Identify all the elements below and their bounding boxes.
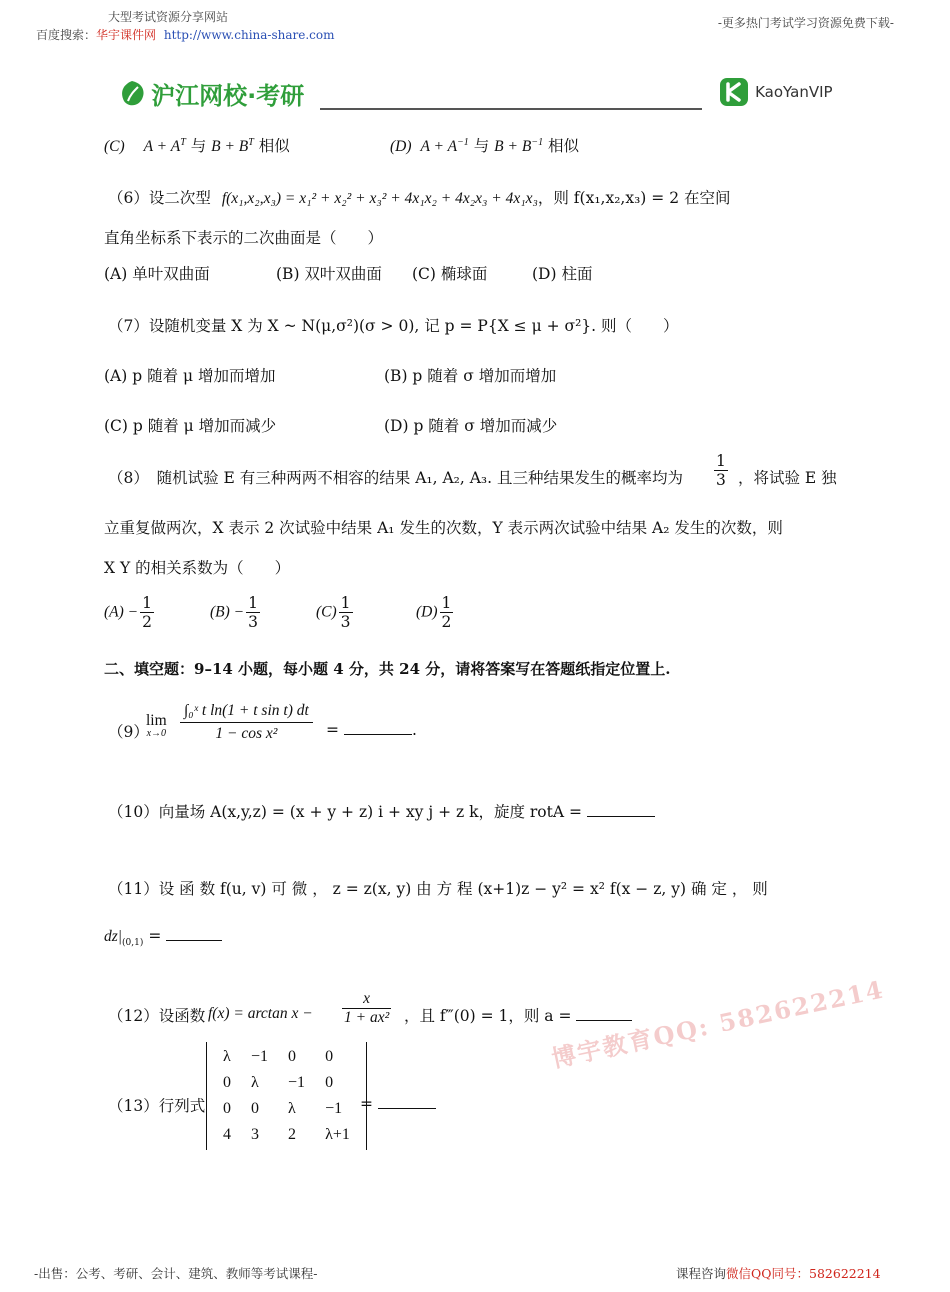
q8-a-n: 1 [142, 594, 153, 612]
q8-a-d: 2 [142, 613, 153, 631]
q13-blank[interactable] [378, 1094, 436, 1109]
q8-prob-fraction [712, 452, 730, 489]
q12-f: f(x) = arctan x − [208, 1005, 313, 1022]
det-row [213, 1122, 360, 1148]
q9-fraction [178, 700, 315, 745]
search-term[interactable]: 华宇课件网 [96, 28, 157, 42]
q12-num: （12）设函数 [108, 1007, 206, 1025]
q11-sub: (0,1) [122, 938, 144, 949]
q6-option-a: (A) 单叶双曲面 [104, 265, 210, 283]
search-line [36, 26, 335, 43]
footer-right-a: 课程咨询 [676, 1266, 727, 1281]
q7-option-b: (B) p 随着 σ 增加而增加 [384, 367, 557, 385]
q8-line3: X Y 的相关系数为（ ） [104, 559, 291, 577]
q9-numer: ∫₀ˣ t ln(1 + t sin t) dt [180, 700, 313, 723]
header-right-text: -更多热门考试学习资源免费下载- [717, 16, 894, 30]
q12-tail-text: ，且 f‴(0) = 1，则 a = [404, 1007, 572, 1025]
search-label: 百度搜索： [36, 28, 97, 42]
banner-divider [320, 108, 702, 110]
q8-stem-a: （8） 随机试验 E 有三种两两不相容的结果 A₁, A₂, A₃. 且三种结果发生的概率均为 [108, 469, 683, 487]
det-cell: λ [288, 1100, 296, 1117]
q8-b-n: 1 [248, 594, 259, 612]
q9-lim-text: lim [146, 712, 167, 729]
q8-option-c [316, 594, 355, 631]
q11-dz: dz| [104, 928, 123, 945]
q12-fraction [340, 990, 393, 1027]
q8-option-a [104, 594, 156, 631]
q6-formula: f(x₁,x₂,x₃) = x₁² + x₂² + x₃² + 4x₁x₂ + 4x₂x₃ + 4x₁x₃ [221, 190, 538, 207]
q6-num: （6）设二次型 [108, 189, 211, 207]
det-row [213, 1096, 360, 1122]
det-cell: −1 [251, 1048, 269, 1065]
q12-blank[interactable] [576, 1006, 632, 1021]
q5-c-label: (C) [104, 138, 125, 155]
det-cell: 4 [223, 1126, 231, 1143]
q8-frac-n: 1 [716, 452, 726, 470]
site-name: 大型考试资源分享网站 [108, 10, 229, 24]
q6-option-d: (D) 柱面 [532, 265, 593, 283]
q12-frac-d: 1 + ax² [344, 1009, 390, 1026]
brand-left: 沪江网校·考研 [151, 82, 305, 110]
determinant-matrix [206, 1042, 367, 1150]
q9-blank[interactable] [344, 720, 412, 735]
q11-blank[interactable] [166, 926, 222, 941]
q7-option-c: (C) p 随着 μ 增加而减少 [104, 417, 277, 435]
q8-line2: 立重复做两次，X 表示 2 次试验中结果 A₁ 发生的次数，Y 表示两次试验中结果 A₂ 发生的次数，则 [104, 519, 783, 537]
det-cell: 0 [325, 1048, 334, 1065]
q5-d-text: 相似 [548, 137, 580, 155]
q6-stem [108, 186, 730, 208]
q6-option-b: (B) 双叶双曲面 [276, 265, 382, 283]
det-cell: 0 [325, 1074, 334, 1091]
q9-answer [326, 720, 417, 739]
q8-option-d [416, 594, 455, 631]
q11-line1: （11）设 函 数 f(u, v) 可 微 ， z = z(x, y) 由 方 程 (x+1)z − y² = x² f(x − z, y) 确 定 ， 则 [108, 880, 768, 898]
q5-d-label: (D) [390, 138, 412, 155]
q8-d-label: (D) [416, 603, 438, 621]
k-logo-icon [718, 76, 750, 108]
q8-stem-b: ，将试验 E 独 [738, 469, 837, 487]
q10-blank[interactable] [587, 802, 655, 817]
q6-line2: 直角坐标系下表示的二次曲面是（ ） [104, 229, 384, 247]
det-cell: λ+1 [325, 1126, 350, 1143]
q8-b-d: 3 [248, 613, 259, 631]
q6-option-c: (C) 椭球面 [412, 265, 488, 283]
q8-c-d: 3 [340, 613, 351, 631]
q8-c-n: 1 [340, 594, 351, 612]
footer-qq[interactable]: 582622214 [809, 1266, 881, 1281]
q12-frac-n: x [342, 990, 391, 1009]
q9-eq: = [326, 721, 339, 739]
watermark: 博宇教育QQ: 582622214 [549, 974, 887, 1074]
q9-lim-sub: x→0 [146, 728, 167, 739]
q7-option-d: (D) p 随着 σ 增加而减少 [384, 417, 558, 435]
det-cell: 2 [288, 1126, 297, 1143]
q11-line2 [104, 926, 222, 948]
q9-denom: 1 − cos x² [215, 725, 278, 742]
q8-frac-d: 3 [716, 471, 726, 489]
q10-text: （10）向量场 A(x,y,z) = (x + y + z) i + xy j + z k，旋度 rotA = [108, 803, 582, 821]
det-cell: λ [223, 1048, 231, 1065]
footer-right-b: 微信QQ同号： [726, 1266, 810, 1281]
section2-title: 二、填空题：9–14 小题，每小题 4 分，共 24 分，请将答案写在答题纸指定位置上. [104, 660, 671, 678]
hujiang-logo [118, 76, 304, 111]
det-cell: 0 [223, 1074, 231, 1091]
footer-left: -出售：公考、考研、会计、建筑、教师等考试课程- [34, 1266, 318, 1281]
q6-tail: ，则 f(x₁,x₂,x₃) = 2 在空间 [537, 189, 731, 207]
q8-d-d: 2 [441, 613, 452, 631]
brand-right: KaoYanVIP [755, 83, 833, 101]
q5-option-d: (D) $A + A^{-1}$ 与 $B + B^{-1}$ 相似 [390, 136, 580, 155]
q8-b-label: (B) − [210, 603, 245, 621]
det-cell: −1 [325, 1100, 343, 1117]
footer-right [676, 1264, 881, 1282]
leaf-logo-icon [118, 79, 146, 109]
q8-c-label: (C) [316, 603, 337, 621]
det-row [213, 1070, 360, 1096]
q10-stem [108, 800, 655, 822]
det-cell: −1 [288, 1074, 306, 1091]
q13-num: （13）行列式 [108, 1097, 206, 1115]
q8-option-b [210, 594, 262, 631]
q9-num: （9） [108, 723, 149, 741]
q12-lhs [208, 1004, 313, 1023]
q5-option-c: (C) $A + A^T$ 与 $B + B^T$ 相似 [104, 136, 290, 155]
det-cell: 0 [288, 1048, 297, 1065]
q13-determinant [206, 1042, 367, 1150]
q9-lim [146, 712, 167, 739]
det-cell: 0 [251, 1100, 259, 1117]
q13-eq: = [360, 1095, 373, 1113]
det-row [213, 1044, 360, 1070]
q9-end: . [411, 721, 417, 739]
q7-option-a: (A) p 随着 μ 增加而增加 [104, 367, 276, 385]
q11-eq: = [148, 927, 162, 945]
q12-tail [404, 1004, 632, 1026]
det-cell: 0 [223, 1100, 231, 1117]
det-cell: 3 [251, 1126, 259, 1143]
q7-stem: （7）设随机变量 X 为 X ~ N(μ,σ²)(σ > 0), 记 p = P{X ≤ μ + σ²}. 则（ ） [108, 317, 679, 335]
kaoyanvip-logo [718, 76, 833, 108]
q13-answer [360, 1094, 436, 1113]
q8-d-n: 1 [441, 594, 452, 612]
q8-a-label: (A) − [104, 603, 139, 621]
q8-stem [108, 466, 683, 488]
det-cell: λ [251, 1074, 259, 1091]
q5-c-text: 相似 [258, 137, 290, 155]
site-url-link[interactable]: http://www.china-share.com [163, 28, 335, 42]
